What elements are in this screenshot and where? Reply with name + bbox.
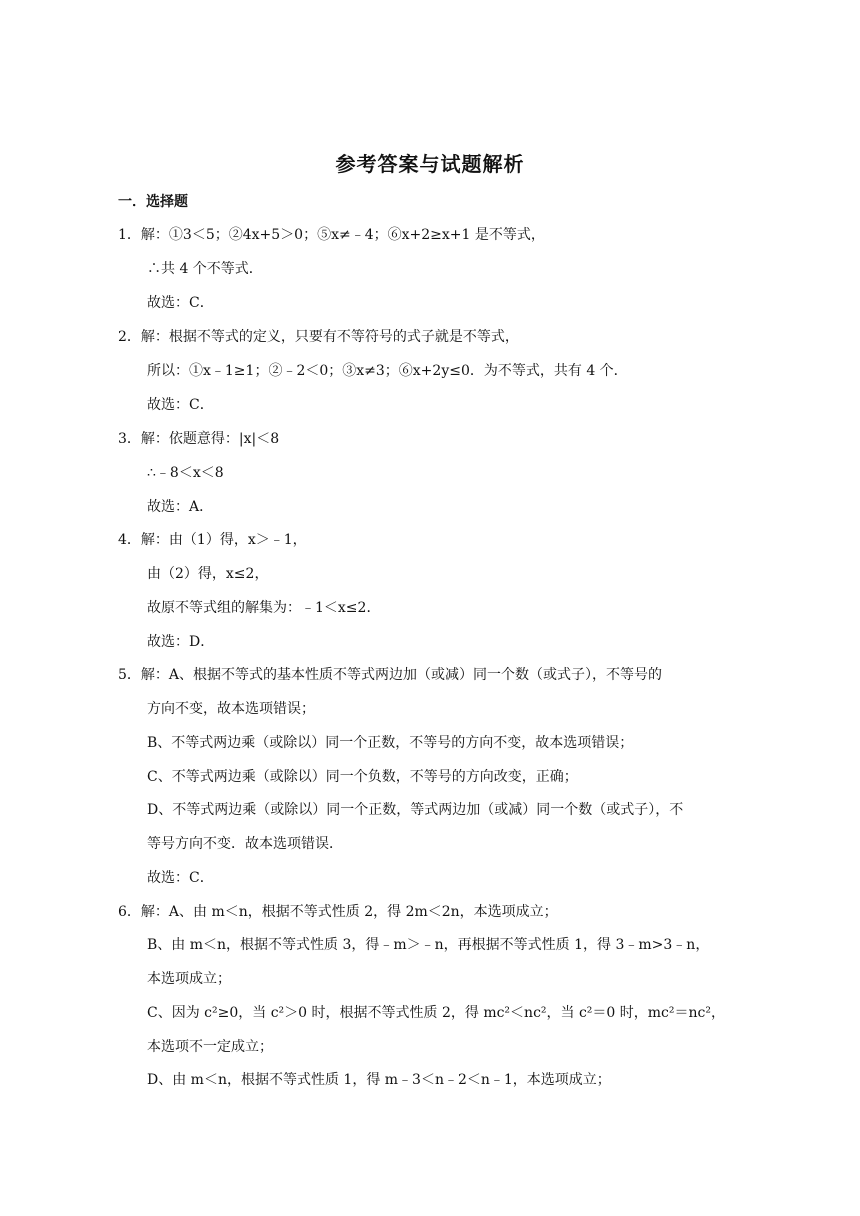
text-line: 本选项不一定成立； <box>147 1039 273 1055</box>
text-line: 等号方向不变．故本选项错误． <box>147 836 343 852</box>
text-line: 故选：D． <box>147 634 215 650</box>
page-title: 参考答案与试题解析 <box>335 152 525 176</box>
text-line: 故选：C． <box>147 870 214 886</box>
text-line: 本选项成立； <box>147 971 231 987</box>
text-line: C、不等式两边乘（或除以）同一个负数，不等号的方向改变，正确； <box>147 769 578 785</box>
text-line: C、因为 c²≥0，当 c²＞0 时，根据不等式性质 2，得 mc²＜nc²，当 c²＝0 时，mc²＝nc²， <box>147 1005 725 1021</box>
text-line: 5．解：A、根据不等式的基本性质不等式两边加（或减）同一个数（或式子），不等号的 <box>118 667 663 683</box>
text-line: 由（2）得，x≤2， <box>147 566 269 582</box>
text-line: D、不等式两边乘（或除以）同一个正数，等式两边加（或减）同一个数（或式子），不 <box>147 802 684 818</box>
text-line: 6．解：A、由 m＜n，根据不等式性质 2，得 2m＜2n，本选项成立； <box>118 904 558 920</box>
text-line: 4．解：由（1）得，x＞﹣1， <box>118 532 307 548</box>
text-line: B、由 m＜n，根据不等式性质 3，得﹣m＞﹣n，再根据不等式性质 1，得 3﹣m>3﹣n， <box>147 937 710 953</box>
section-heading: 一．选择题 <box>118 194 188 210</box>
text-line: 所以：①x﹣1≥1；②﹣2＜0；③x≠3；⑥x+2y≤0．为不等式，共有 4 个． <box>147 363 628 379</box>
text-line: D、由 m＜n，根据不等式性质 1，得 m﹣3＜n﹣2＜n﹣1，本选项成立； <box>147 1072 611 1088</box>
text-line: 故选：A． <box>147 499 214 515</box>
text-line: 故选：C． <box>147 397 214 413</box>
text-line: ∴﹣8＜x＜8 <box>147 465 224 481</box>
text-line: 故原不等式组的解集为：﹣1＜x≤2． <box>147 600 381 616</box>
text-line: 1．解：①3＜5；②4x+5＞0；⑤x≠﹣4；⑥x+2≥x+1 是不等式， <box>118 227 545 243</box>
text-line: 故选：C． <box>147 295 214 311</box>
text-line: 方向不变，故本选项错误； <box>147 701 315 717</box>
text-line: 3．解：依题意得：|x|＜8 <box>118 431 280 447</box>
text-line: ∴共 4 个不等式． <box>147 261 263 277</box>
text-line: B、不等式两边乘（或除以）同一个正数，不等号的方向不变，故本选项错误； <box>147 735 634 751</box>
text-line: 2．解：根据不等式的定义，只要有不等符号的式子就是不等式， <box>118 329 519 345</box>
